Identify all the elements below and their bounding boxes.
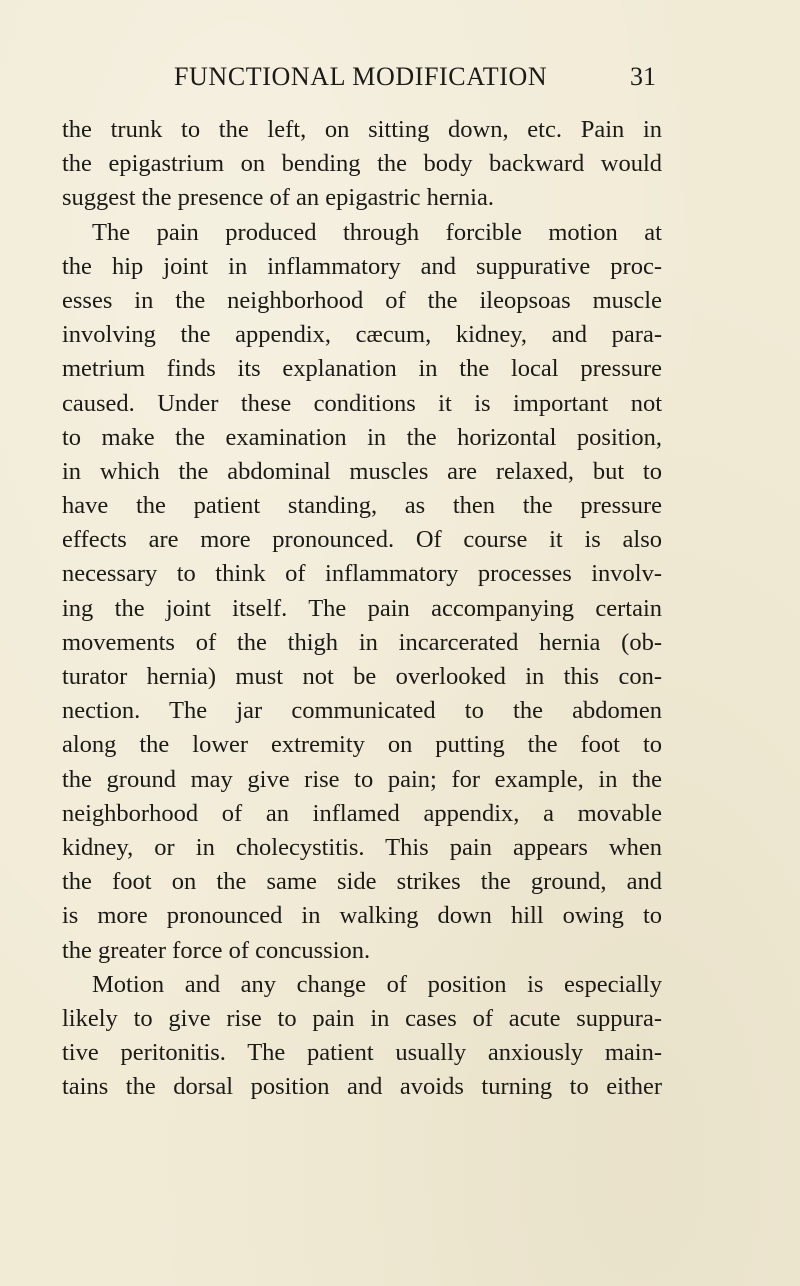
text-line: kidney, or in cholecystitis. This pain appears when — [62, 833, 662, 861]
text-line: nection. The jar communicated to the abdomen — [62, 697, 662, 725]
text-line: the foot on the same side strikes the ground, and — [62, 868, 662, 896]
text-line: to make the examination in the horizontal position, — [62, 423, 662, 451]
text-line: Motion and any change of position is especially — [92, 970, 662, 998]
text-line: tains the dorsal position and avoids turning to either — [62, 1073, 662, 1101]
text-line: necessary to think of inflammatory processes involv- — [62, 560, 662, 588]
body-text — [62, 113, 662, 1104]
text-line: ing the joint itself. The pain accompanying certain — [62, 594, 662, 622]
text-line: along the lower extremity on putting the foot to — [62, 731, 662, 759]
running-head: FUNCTIONAL MODIFICATION — [174, 62, 548, 91]
text-line: have the patient standing, as then the pressure — [62, 492, 662, 520]
text-line: turator hernia) must not be overlooked in this con- — [62, 663, 662, 690]
text-line: suggest the presence of an epigastric hernia. — [62, 184, 494, 212]
text-line: neighborhood of an inflamed appendix, a movable — [62, 799, 662, 827]
text-line: tive peritonitis. The patient usually anxiously main- — [62, 1039, 662, 1067]
text-line: the ground may give rise to pain; for example, in the — [62, 765, 662, 793]
text-line: the epigastrium on bending the body backward would — [62, 150, 662, 178]
text-line: likely to give rise to pain in cases of acute suppura- — [62, 1004, 662, 1032]
text-line: The pain produced through forcible motion at — [92, 218, 662, 246]
text-line: caused. Under these conditions it is important not — [62, 389, 662, 417]
text-line: the trunk to the left, on sitting down, etc. Pain in — [62, 116, 662, 143]
text-line: the greater force of concussion. — [62, 936, 371, 964]
text-line: movements of the thigh in incarcerated hernia (ob- — [62, 628, 662, 656]
text-line: effects are more pronounced. Of course it is also — [62, 526, 662, 554]
text-line: in which the abdominal muscles are relaxed, but to — [62, 457, 662, 485]
page-header — [174, 62, 656, 102]
page-number: 31 — [630, 62, 656, 91]
text-line: metrium finds its explanation in the local pressure — [62, 355, 662, 383]
text-line: is more pronounced in walking down hill owing to — [62, 902, 662, 930]
text-line: involving the appendix, cæcum, kidney, and para- — [62, 321, 662, 349]
text-line: the hip joint in inflammatory and suppurative proc- — [62, 252, 662, 280]
text-line: esses in the neighborhood of the ileopsoas muscle — [62, 286, 662, 314]
